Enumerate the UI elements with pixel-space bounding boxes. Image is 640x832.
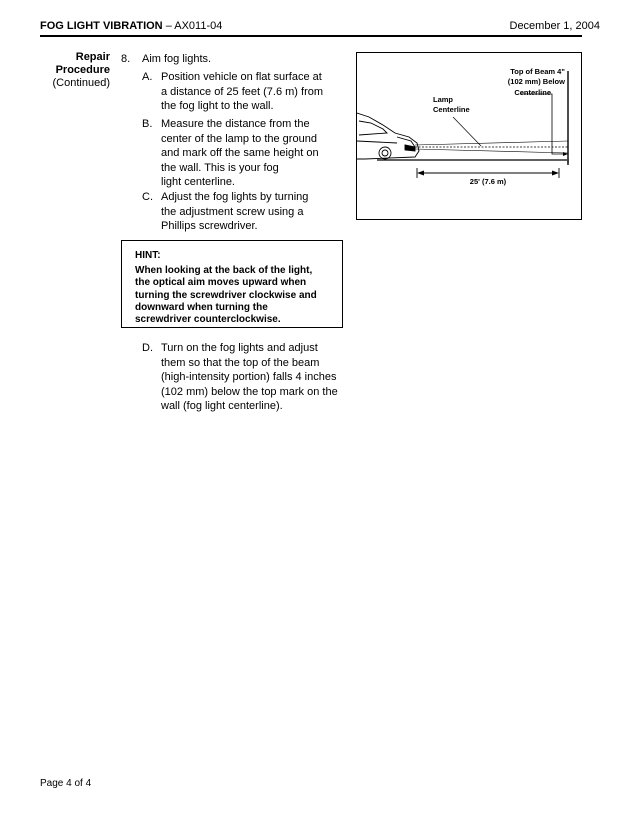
substep-line: the wall. This is your fog <box>161 161 279 174</box>
substep-letter: A. <box>142 71 153 83</box>
substep-line: light centerline. <box>161 176 235 188</box>
substep-line: Position vehicle on flat surface at <box>161 71 322 83</box>
hint-title: HINT: <box>135 250 161 261</box>
substep-line: (102 mm) below the top mark on the <box>161 385 338 398</box>
beam-line <box>415 149 568 153</box>
distance-label: 25' (7.6 m) <box>469 177 507 186</box>
substep-line: and mark off the same height on <box>161 147 319 159</box>
section-label-line3: (Continued) <box>52 77 110 89</box>
hint-line: When looking at the back of the light, <box>135 265 313 276</box>
hint-body <box>135 265 317 326</box>
top-of-beam-label: Top of Beam 4" (102 mm) Below Centerline <box>507 67 565 97</box>
header-title: FOG LIGHT VIBRATION <box>40 20 163 32</box>
substep-text <box>161 341 356 414</box>
header-date: December 1, 2004 <box>509 20 600 32</box>
substep-line: Measure the distance from the <box>161 118 310 130</box>
fog-light-aim-figure <box>356 52 582 220</box>
substep-line: Phillips screwdriver. <box>161 220 258 232</box>
section-label <box>40 51 110 90</box>
section-label-line2: Procedure <box>55 64 110 76</box>
substep-line: them so that the top of the beam <box>161 356 320 369</box>
hint-box <box>121 240 343 328</box>
substep-line: the adjustment screw using a <box>161 205 304 218</box>
substep-line: the fog light to the wall. <box>161 100 274 112</box>
substep-line: wall (fog light centerline). <box>161 400 283 412</box>
step-number: 8. <box>121 53 131 65</box>
header-left <box>40 20 222 32</box>
top-leader <box>520 94 565 154</box>
step-text: Aim fog lights. <box>142 53 212 65</box>
page-number: Page 4 of 4 <box>40 778 92 789</box>
substep-letter: C. <box>142 191 153 203</box>
substep-letter: B. <box>142 118 153 130</box>
hint-line: downward when turning the <box>135 301 268 313</box>
header-code: – AX011-04 <box>165 20 223 32</box>
hint-line: turning the screwdriver clockwise and <box>135 289 317 301</box>
hint-line: screwdriver counterclockwise. <box>135 314 281 326</box>
lamp-centerline-label: Lamp Centerline <box>433 95 470 114</box>
lamp-leader <box>453 117 481 146</box>
page-header <box>40 20 600 36</box>
car-icon <box>357 113 419 159</box>
beam-top-line <box>415 141 568 145</box>
substep-text <box>161 190 356 234</box>
section-label-line1: Repair <box>75 51 110 63</box>
substep-letter: D. <box>142 342 153 354</box>
substep-line: Turn on the fog lights and adjust <box>161 342 318 354</box>
substep-line: a distance of 25 feet (7.6 m) from <box>161 85 324 98</box>
aim-diagram <box>357 53 581 219</box>
header-rule <box>40 35 582 37</box>
substep-text <box>161 117 356 190</box>
substep-line: Adjust the fog lights by turning <box>161 191 309 203</box>
hint-line: the optical aim moves upward when <box>135 277 307 289</box>
substep-line: (high-intensity portion) falls 4 inches <box>161 371 337 383</box>
substep-text <box>161 70 356 114</box>
substep-line: center of the lamp to the ground <box>161 132 317 145</box>
